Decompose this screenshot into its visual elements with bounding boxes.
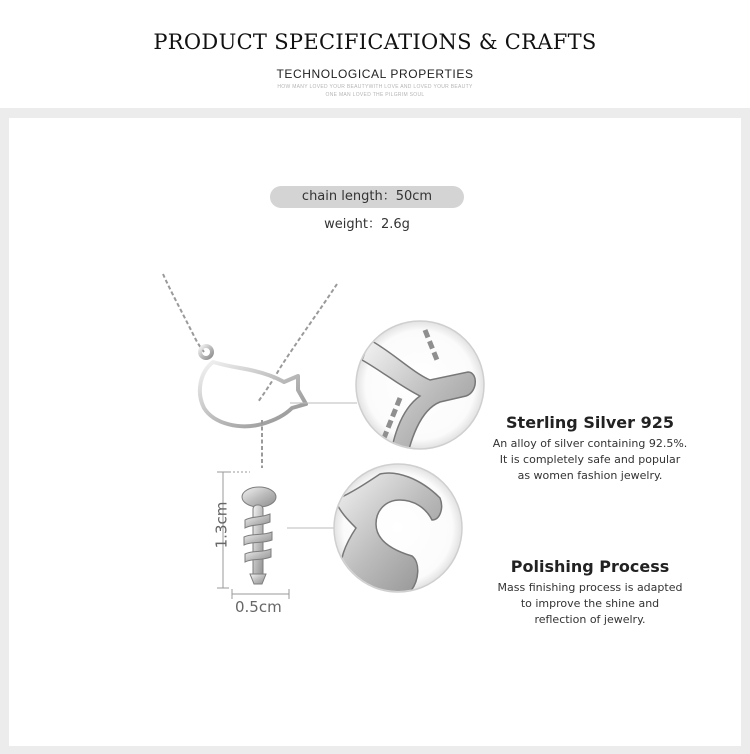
zoom-circle-fishbone [334, 464, 462, 592]
cat-pendant [200, 346, 306, 426]
height-dimension-label: 1.3cm [212, 501, 231, 549]
zoom-circle-cat-ear [356, 321, 484, 470]
tagline-line-2: ONE MAN LOVED THE PILGRIM SOUL [325, 92, 425, 98]
feature-desc-silver-line-2: It is completely safe and popular [499, 453, 681, 466]
chain-length-spec: chain length：50cm [270, 186, 464, 208]
page-subtitle: TECHNOLOGICAL PROPERTIES [276, 67, 474, 81]
left-chain [163, 274, 204, 352]
feature-desc-polishing-line-1: Mass finishing process is adapted [497, 581, 683, 594]
feature-title-silver: Sterling Silver 925 [506, 413, 674, 432]
feature-desc-silver-line-1: An alloy of silver containing 92.5%. [492, 437, 688, 450]
feature-desc-polishing-line-3: reflection of jewelry. [534, 613, 646, 626]
width-dimension-label: 0.5cm [235, 598, 282, 616]
feature-desc-silver-line-3: as women fashion jewelry. [517, 469, 663, 482]
feature-title-polishing: Polishing Process [510, 557, 670, 576]
tagline-line-1: HOW MANY LOVED YOUR BEAUTYWITH LOVE AND LOVED YOUR BEAUTY [277, 84, 473, 90]
feature-desc-polishing-line-2: to improve the shine and [520, 597, 660, 610]
fishbone-pendant [242, 487, 276, 584]
page-title: PRODUCT SPECIFICATIONS & CRAFTS [153, 30, 597, 54]
weight-spec: weight：2.6g [324, 217, 410, 232]
